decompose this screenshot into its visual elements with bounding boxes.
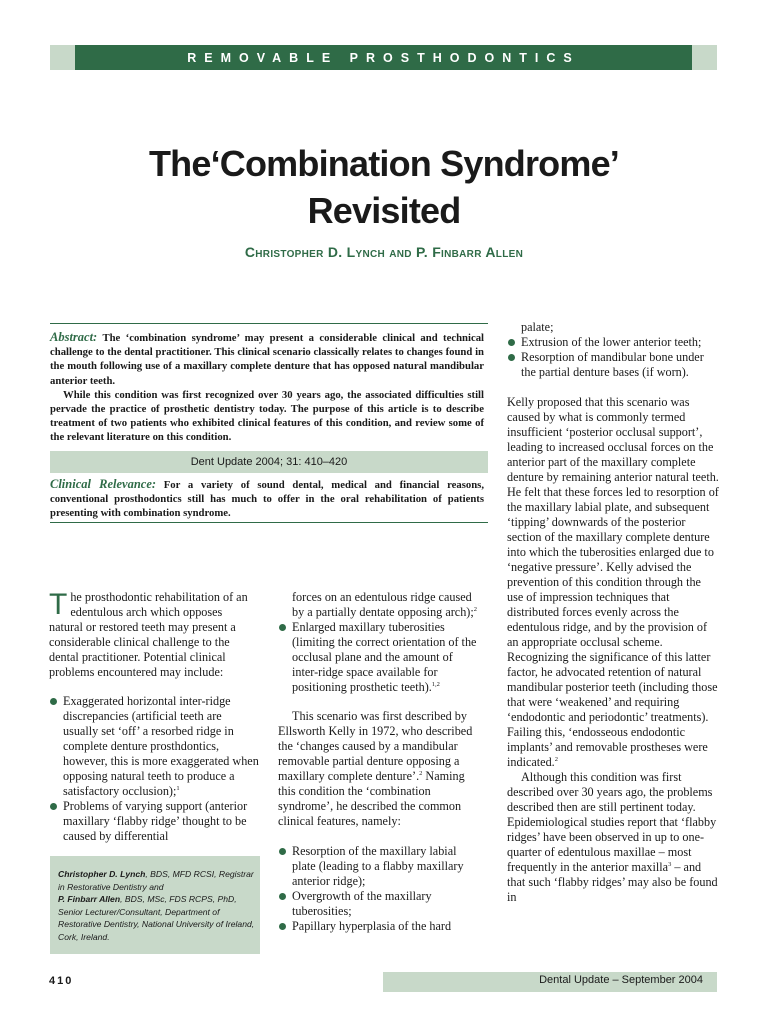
abstract-paragraph-1: The ‘combination syndrome’ may present a considerable clinical and technical challenge to the dental practitioner. This clinical scenario classically relates to changes found in the mouth following use of a maxillary complete denture that has opposed natural mandibular anterior teeth. — [50, 332, 485, 387]
journal-issue: Dental Update – September 2004 — [539, 974, 703, 986]
article-authors: Christopher D. Lynch and P. Finbarr Allen — [244, 244, 524, 260]
list-item: Resorption of the maxillary labial plate (leading to a flabby maxillary anterior ridge); — [278, 844, 478, 889]
abstract-label: Abstract: — [50, 330, 98, 344]
features-list-continued — [507, 335, 719, 380]
body-column-2 — [278, 590, 478, 934]
clinical-relevance — [50, 477, 484, 521]
abstract — [50, 330, 484, 445]
citation-text: Dent Update 2004; 31: 410–420 — [190, 456, 348, 468]
list-continuation: forces on an edentulous ridge caused by a partially dentate opposing arch);$^2$ — [292, 590, 477, 619]
relevance-label: Clinical Relevance: — [50, 477, 157, 491]
problem-list-continued — [278, 620, 478, 695]
body-paragraph: Although this condition was first described over 30 years ago, the problems described then are still pertinent today. Epidemiological studies report that ‘flabby ridges’ have been observed in up to one-quarter of edentulous maxillae – most frequently in the anterior maxilla$^3$ – and that such ‘flabby ridges’ may also be found in — [507, 770, 718, 904]
article-title — [60, 140, 708, 234]
author-1-name: Christopher D. Lynch — [58, 869, 146, 879]
reference-marker: 2 — [419, 769, 423, 777]
list-continuation: palate; — [521, 320, 554, 334]
body-paragraph: Kelly proposed that this scenario was caused by what is commonly termed insufficient ‘posterior occlusal support’, leading to increased occlusal forces on the anterior part of the maxillary complete denture by remaining anterior natural teeth. He felt that these forces led to resorption of the maxillary labial plate, and subsequent ‘tipping’ downwards of the posterior section of the maxillary complete denture into which the tuberosities enlarged due to ‘negative pressure’. Kelly advised the prevention of this condition through the use of impression techniques that distributed forces evenly across the edentulous ridge, and by the provision of an appropriate occlusal scheme. Recognizing the significance of this latter factor, he advocated retention of natural mandibular posterior teeth (including those that were ‘weakened’ and requiring ‘endodontic and periodontic’ treatments). Failing this, ‘endosseous endodontic implants’ and removable prostheses were indicated.$^2$ — [507, 395, 719, 769]
body-paragraph: This scenario was first described by Ellsworth Kelly in 1972, who described the ‘changes caused by a mandibular removable partial denture opposing a maxillary complete denture’.$^2$ Naming this condition the ‘combination syndrome’, he described the common clinical features, namely: — [278, 709, 473, 828]
body-column-1 — [49, 590, 259, 844]
intro-paragraph: The prosthodontic rehabilitation of an edentulous arch which opposes natural or restored teeth may present a considerable clinical challenge to the dental practitioner. Potential clinical problems encountered may include: — [49, 588, 248, 679]
bullet-icon — [508, 354, 515, 361]
list-item: Extrusion of the lower anterior teeth; — [507, 335, 719, 350]
title-line-2: Revisited — [307, 190, 461, 231]
section-label: REMOVABLE PROSTHODONTICS — [187, 50, 580, 65]
section-header — [75, 45, 692, 70]
author-affiliations: Christopher D. Lynch, BDS, MFD RCSI, Registrar in Restorative Dentistry and P. Finbarr Allen, BDS, MSc, FDS RCPS, PhD, Senior Lecturer/Consultant, Department of Restorative Dentistry, National University of Ireland, Cork, Ireland. — [58, 869, 255, 942]
reference-marker: 2 — [554, 755, 558, 763]
problem-list — [49, 694, 259, 844]
list-item: Exaggerated horizontal inter-ridge discrepancies (artificial teeth are usually set ‘off’ a resorbed ridge in complete denture prosthdontics, however, this is more exaggerated when opposing natural teeth to produce a satisfactory occlusion);$^1$ — [49, 694, 259, 799]
abstract-top-rule — [50, 323, 488, 324]
page-number: 410 — [49, 975, 74, 987]
bullet-icon — [279, 624, 286, 631]
body-column-3 — [507, 320, 719, 905]
abstract-bottom-rule — [50, 522, 488, 523]
reference-marker: 1,2 — [431, 680, 440, 688]
author-2-name: P. Finbarr Allen — [58, 894, 121, 905]
list-item: Problems of varying support (anterior maxillary ‘flabby ridge’ thought to be caused by differential — [49, 799, 259, 844]
bullet-icon — [508, 339, 515, 346]
reference-marker: 1 — [176, 784, 180, 792]
citation-bar — [50, 451, 488, 473]
relevance-text: For a variety of sound dental, medical and financial reasons, conventional prosthodontics still has much to offer in the oral rehabilitation of patients presenting with combination syndrome. — [50, 479, 484, 520]
features-list — [278, 844, 478, 934]
bullet-icon — [50, 698, 57, 705]
list-item: Resorption of mandibular bone under the partial denture bases (if worn). — [507, 350, 719, 380]
author-affiliations-box — [50, 856, 260, 954]
reference-marker: 3 — [668, 860, 672, 868]
list-item: Enlarged maxillary tuberosities (limiting the correct orientation of the occlusal plane and the amount of inter-ridge space available for positioning prosthetic teeth).$^{1,2}$ — [278, 620, 478, 695]
bullet-icon — [279, 893, 286, 900]
bullet-icon — [279, 923, 286, 930]
bullet-icon — [279, 848, 286, 855]
reference-marker: 2 — [473, 605, 477, 613]
list-item: Papillary hyperplasia of the hard — [278, 919, 478, 934]
list-item: Overgrowth of the maxillary tuberosities; — [278, 889, 478, 919]
bullet-icon — [50, 803, 57, 810]
abstract-paragraph-2: While this condition was first recognized over 30 years ago, the associated difficulties still pervade the practice of prosthetic dentistry today. The purpose of this article is to describe treatment of two patients who exhibited clinical features of this condition, and review some of the relevant literature on this condition. — [50, 388, 484, 444]
drop-cap: T — [49, 588, 68, 621]
title-line-1: The‘Combination Syndrome’ — [148, 143, 620, 184]
